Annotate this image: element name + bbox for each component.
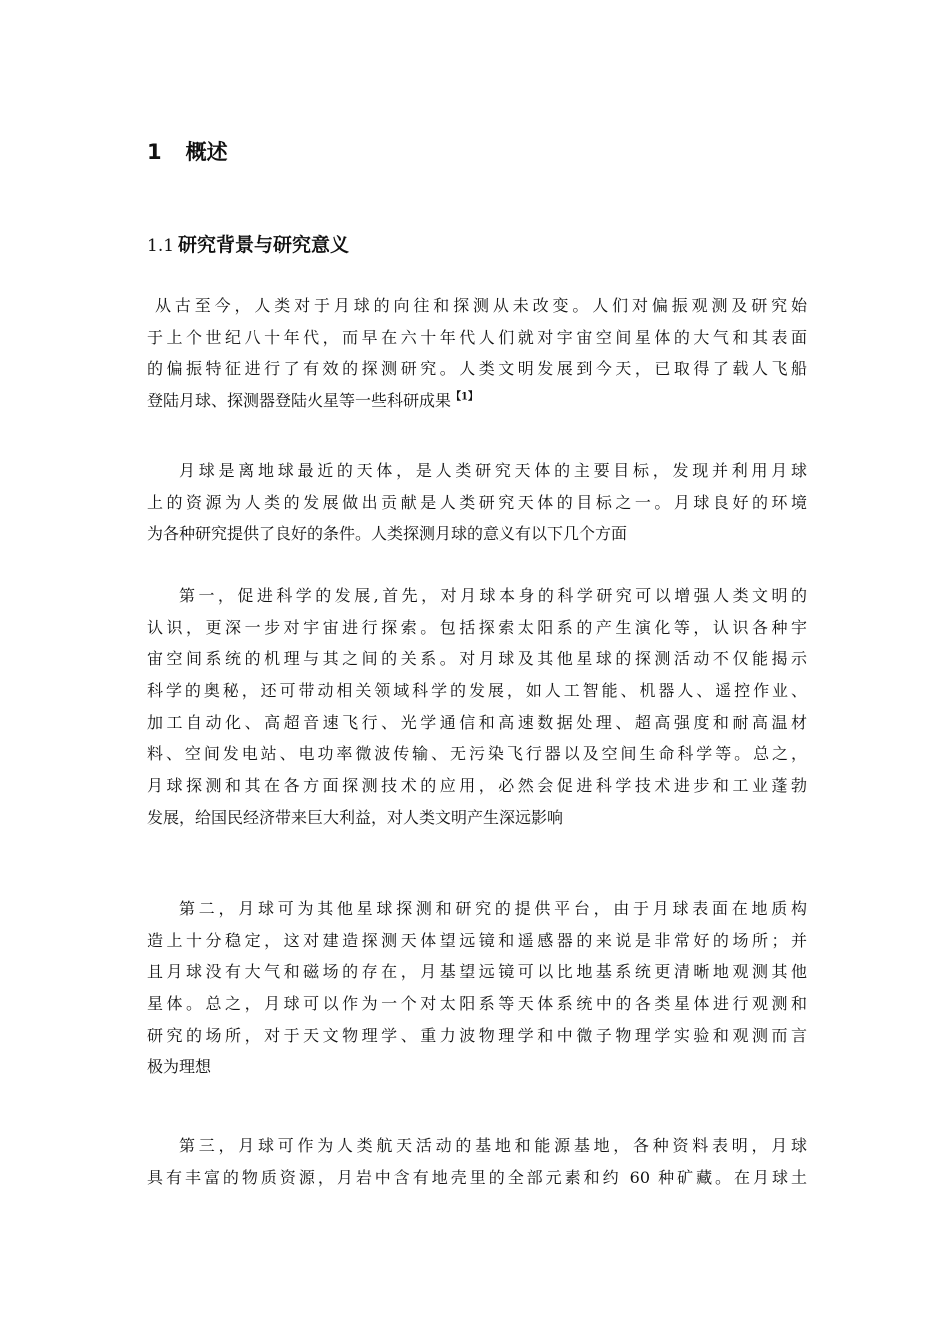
paragraph-line: 第二，月球可为其他星球探测和研究的提供平台，由于月球表面在地质构 — [179, 899, 807, 918]
section-heading — [147, 136, 228, 166]
paragraph-line: 第三，月球可作为人类航天活动的基地和能源基地，各种资料表明，月球 — [179, 1136, 807, 1155]
paragraph-line-last — [147, 385, 807, 417]
paragraph-2 — [147, 455, 807, 550]
subsection-title: 研究背景与研究意义 — [178, 234, 350, 256]
section-title: 概述 — [185, 140, 228, 164]
subsection-heading — [147, 230, 349, 257]
paragraph-1 — [147, 290, 807, 417]
paragraph-line: 为各种研究提供了良好的条件。人类探测月球的意义有以下几个方面 — [147, 524, 628, 544]
paragraph-line: 且月球没有大气和磁场的存在，月基望远镜可以比地基系统更清晰地观测其他 — [147, 962, 807, 982]
subsection-number: 1.1 — [147, 236, 175, 256]
paragraph-line: 上的资源为人类的发展做出贡献是人类研究天体的目标之一。月球良好的环境 — [147, 492, 807, 512]
paragraph-line: 月球是离地球最近的天体，是人类研究天体的主要目标，发现并利用月球 — [179, 461, 807, 480]
paragraph-4 — [147, 893, 807, 1083]
citation-marker: 【1】 — [451, 391, 478, 403]
paragraph-line: 宙空间系统的机理与其之间的关系。对月球及其他星球的探测活动不仅能揭示 — [147, 649, 807, 669]
paragraph-line: 发展，给国民经济带来巨大利益，对人类文明产生深远影响 — [147, 807, 564, 827]
paragraph-line: 的偏振特征进行了有效的探测研究。人类文明发展到今天，已取得了载人飞船 — [147, 359, 807, 379]
paragraph-3 — [147, 580, 807, 834]
paragraph-line: 星体。总之，月球可以作为一个对太阳系等天体系统中的各类星体进行观测和 — [147, 994, 807, 1014]
paragraph-5 — [147, 1130, 807, 1193]
paragraph-line: 研究的场所，对于天文物理学、重力波物理学和中微子物理学实验和观测而言 — [147, 1025, 807, 1045]
paragraph-line: 料、空间发电站、电功率微波传输、无污染飞行器以及空间生命科学等。总之， — [147, 744, 807, 764]
paragraph-line-text: 登陆月球、探测器登陆火星等一些科研成果 — [147, 391, 452, 411]
paragraph-line: 于上个世纪八十年代，而早在六十年代人们就对宇宙空间星体的大气和其表面 — [147, 327, 807, 347]
paragraph-line: 科学的奥秘，还可带动相关领域科学的发展，如人工智能、机器人、遥控作业、 — [147, 681, 807, 701]
section-number: 1 — [147, 140, 162, 164]
paragraph-line: 认识，更深一步对宇宙进行探索。包括探索太阳系的产生演化等，认识各种宇 — [147, 617, 807, 637]
paragraph-line: 月球探测和其在各方面探测技术的应用，必然会促进科学技术进步和工业蓬勃 — [147, 776, 807, 796]
paragraph-line: 造上十分稳定，这对建造探测天体望远镜和遥感器的来说是非常好的场所；并 — [147, 930, 807, 950]
paragraph-line: 加工自动化、高超音速飞行、光学通信和高速数据处理、超高强度和耐高温材 — [147, 712, 807, 732]
paragraph-line: 第一，促进科学的发展,首先，对月球本身的科学研究可以增强人类文明的 — [179, 586, 807, 605]
paragraph-line: 具有丰富的物质资源，月岩中含有地壳里的全部元素和约 60 种矿藏。在月球土 — [147, 1167, 807, 1187]
paragraph-line: 极为理想 — [147, 1057, 212, 1077]
paragraph-line: 从古至今，人类对于月球的向往和探测从未改变。人们对偏振观测及研究始 — [155, 296, 807, 315]
